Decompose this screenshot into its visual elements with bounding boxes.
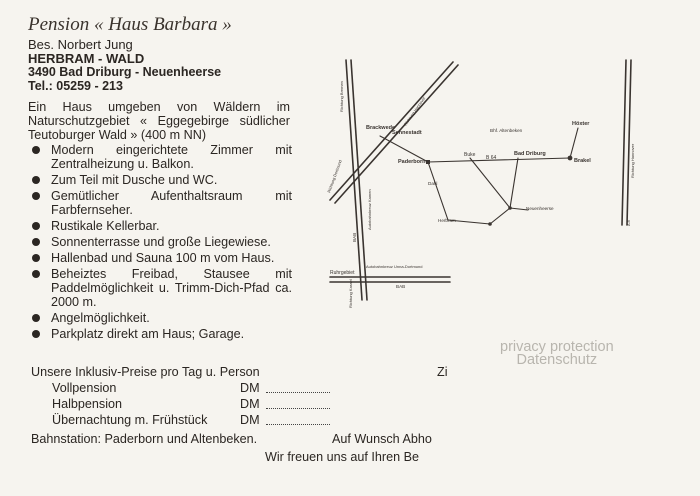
feature-text: Zum Teil mit Dusche und WC. bbox=[51, 173, 218, 187]
feature-text: Rustikale Kellerbar. bbox=[51, 219, 160, 233]
map-label: BAB bbox=[352, 232, 357, 242]
location-map bbox=[318, 50, 648, 320]
list-item bbox=[30, 189, 292, 217]
list-item bbox=[30, 267, 292, 309]
town-marker-herbram bbox=[488, 222, 492, 226]
currency-label: DM bbox=[240, 381, 260, 395]
town-marker-brakel bbox=[568, 156, 573, 161]
pension-title: Pension « Haus Barbara » bbox=[28, 14, 232, 35]
map-label: Dahl bbox=[428, 181, 438, 186]
map-road bbox=[510, 158, 518, 208]
map-label: Richtung Dortmund bbox=[326, 159, 343, 194]
map-label: Richtung Kassel bbox=[348, 279, 353, 308]
map-label: Autobahnkreuz Unna-Dortmund bbox=[366, 264, 423, 269]
feature-text: Beheiztes Freibad, Stausee mit Paddelmöglichkeit u. Trimm-Dich-Pfad ca. 2000 m. bbox=[51, 267, 292, 309]
map-label: B 64 bbox=[486, 155, 497, 161]
watermark-line: Datenschutz bbox=[516, 352, 598, 368]
town-marker-neuenheerse bbox=[508, 206, 512, 210]
place-name: HERBRAM - WALD bbox=[28, 51, 145, 66]
price-label: Übernachtung m. Frühstück bbox=[52, 413, 208, 427]
map-road bbox=[622, 60, 626, 225]
map-label: Bhf. Altenbeken bbox=[490, 128, 523, 133]
currency-label: DM bbox=[240, 413, 260, 427]
map-label: Autobahnkreuz Kamen bbox=[367, 189, 372, 230]
map-label: Brackwede bbox=[366, 125, 396, 131]
greeting: Wir freuen uns auf Ihren Be bbox=[265, 450, 420, 464]
prices-title: Unsere Inklusiv-Preise pro Tag u. Person bbox=[31, 365, 260, 379]
map-label: Richtung Bremen bbox=[339, 81, 344, 112]
map-label: Paderborn bbox=[398, 159, 426, 165]
watermark-line: privacy protection bbox=[500, 339, 614, 355]
map-label: Richtung Hannover bbox=[630, 143, 635, 178]
price-blank bbox=[266, 424, 330, 425]
feature-text: Gemütlicher Aufenthaltsraum mit Farbfernseher. bbox=[51, 189, 292, 217]
feature-list bbox=[30, 143, 292, 343]
map-road bbox=[570, 128, 578, 158]
list-item bbox=[30, 251, 292, 265]
map-label: Bad Driburg bbox=[514, 151, 546, 157]
privacy-watermark bbox=[500, 341, 614, 367]
list-item bbox=[30, 235, 292, 249]
bullet-icon bbox=[32, 314, 40, 322]
bullet-icon bbox=[32, 192, 40, 200]
address: 3490 Bad Driburg - Neuenheerse bbox=[28, 65, 222, 79]
list-item bbox=[30, 219, 292, 233]
intro-text: Ein Haus umgeben von Wäldern im Naturschutzgebiet « Eggegebirge südlicher Teutoburger Wald » (400 m NN) bbox=[28, 100, 290, 142]
bullet-icon bbox=[32, 330, 40, 338]
map-label: Herbram bbox=[438, 218, 456, 223]
map-label: Richtung Hannover bbox=[402, 95, 427, 127]
bullet-icon bbox=[32, 222, 40, 230]
price-blank bbox=[266, 392, 330, 393]
telephone: Tel.: 05259 - 213 bbox=[28, 79, 123, 93]
map-road bbox=[428, 158, 570, 162]
map-label: Höxter bbox=[572, 121, 590, 127]
list-item bbox=[30, 327, 292, 341]
map-label: Ruhrgebiet bbox=[330, 270, 355, 276]
price-blank bbox=[266, 408, 330, 409]
map-label: A 8 bbox=[626, 220, 631, 226]
map-road bbox=[470, 158, 510, 224]
map-label: Buke bbox=[464, 152, 476, 158]
list-item bbox=[30, 311, 292, 325]
feature-text: Modern eingerichtete Zimmer mit Zentralheizung u. Balkon. bbox=[51, 143, 292, 171]
feature-text: Sonnenterrasse und große Liegewiese. bbox=[51, 235, 271, 249]
cut-off-text: Zi bbox=[437, 365, 448, 379]
map-label: Neuenheerse bbox=[526, 206, 554, 211]
town-marker-paderborn bbox=[426, 160, 430, 164]
bullet-icon bbox=[32, 270, 40, 278]
map-label: Sennestadt bbox=[392, 130, 422, 136]
pickup-info: Auf Wunsch Abho bbox=[332, 432, 432, 446]
owner-name: Bes. Norbert Jung bbox=[28, 37, 133, 52]
station-info: Bahnstation: Paderborn und Altenbeken. bbox=[31, 432, 258, 446]
map-label: Brakel bbox=[574, 158, 591, 164]
list-item bbox=[30, 173, 292, 187]
bullet-icon bbox=[32, 146, 40, 154]
map-label: BAB bbox=[396, 284, 406, 289]
bullet-icon bbox=[32, 176, 40, 184]
price-label: Halbpension bbox=[52, 397, 123, 411]
bullet-icon bbox=[32, 254, 40, 262]
feature-text: Hallenbad und Sauna 100 m vom Haus. bbox=[51, 251, 275, 265]
price-label: Vollpension bbox=[52, 381, 117, 395]
feature-text: Parkplatz direkt am Haus; Garage. bbox=[51, 327, 245, 341]
currency-label: DM bbox=[240, 397, 260, 411]
list-item bbox=[30, 143, 292, 171]
feature-text: Angelmöglichkeit. bbox=[51, 311, 150, 325]
map-road bbox=[627, 60, 631, 225]
bullet-icon bbox=[32, 238, 40, 246]
